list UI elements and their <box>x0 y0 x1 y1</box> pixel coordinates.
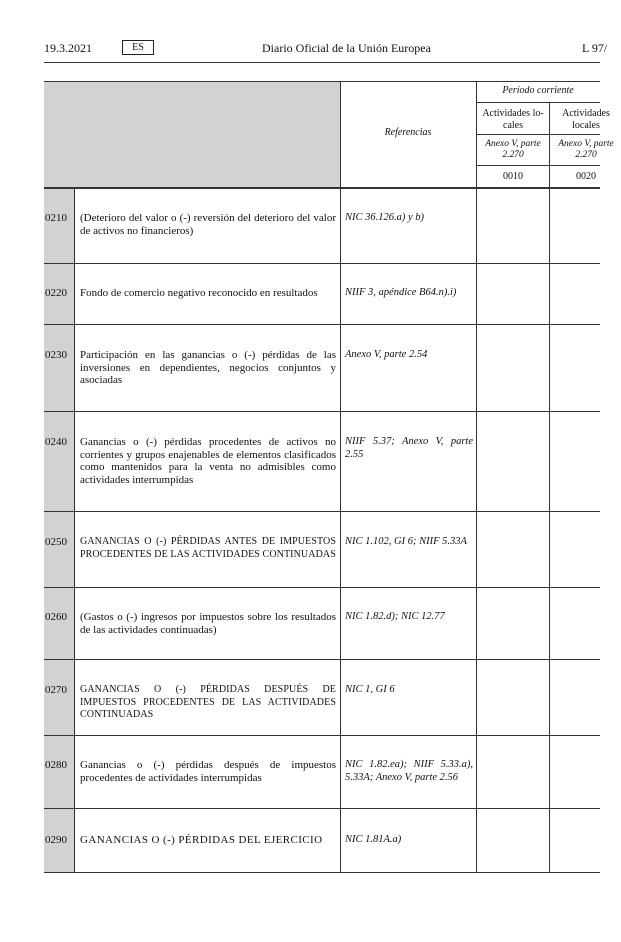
row-reference: NIC 1.82.ea); NIIF 5.33.a), 5.33A; Anexo V, parte 2.56 <box>345 759 473 783</box>
col2-code-text: 0020 <box>576 171 596 182</box>
col1-title-text: Actividades lo-cales <box>482 108 544 131</box>
period-header-text: Período corriente <box>502 85 574 96</box>
row-number: 0250 <box>45 536 67 548</box>
ref-col-divider <box>476 81 477 873</box>
row-reference: NIIF 3, apéndice B64.n).i) <box>345 287 457 298</box>
page-number: L 97/ <box>582 41 608 55</box>
row-reference: NIC 1.82.d); NIC 12.77 <box>345 611 445 622</box>
col1-code-text: 0010 <box>503 171 523 182</box>
header-bottom-rule <box>44 187 600 189</box>
row-label: (Gastos o (-) ingresos por impuestos sobre los resultados de las actividades continuadas) <box>80 611 336 636</box>
col2-title-text: Actividades locales <box>562 108 610 131</box>
row-label: (Deterioro del valor o (-) reversión del deterioro del valor de activos no financieros) <box>80 212 336 237</box>
row-number: 0270 <box>45 684 67 696</box>
col2-ref <box>551 139 621 161</box>
row-reference: NIC 36.126.a) y b) <box>345 212 425 223</box>
col-title-rule <box>476 134 600 135</box>
publication-date: 19.3.2021 <box>44 41 92 55</box>
col1-ref <box>478 139 548 161</box>
row-rule-0260 <box>44 659 600 660</box>
row-reference: NIC 1.81A.a) <box>345 834 402 845</box>
period-header <box>476 85 600 97</box>
col2-title <box>551 108 621 132</box>
journal-title: Diario Oficial de la Unión Europea <box>262 41 431 55</box>
row-label: GANANCIAS O (-) PÉRDIDAS DESPUÉS DE IMPUESTOS PROCEDENTES DE LAS ACTIVIDADES CONTINUADAS <box>80 684 336 720</box>
references-header-text: Referencias <box>384 127 432 138</box>
row-label: Ganancias o (-) pérdidas después de impuestos procedentes de actividades interrumpidas <box>80 759 336 784</box>
row-rule-0240 <box>44 511 600 512</box>
col1-col2-divider <box>549 102 550 873</box>
row-number: 0280 <box>45 759 67 771</box>
table-top-rule <box>44 81 600 82</box>
row-number: 0240 <box>45 436 67 448</box>
row-label: Ganancias o (-) pérdidas procedentes de activos no corrientes y grupos enajenables de elementos clasificados como mantenidos para la venta no admisibles como actividades interrumpidas <box>80 436 336 486</box>
row-label: GANANCIAS O (-) PÉRDIDAS DEL EJERCICIO <box>80 834 323 846</box>
row-reference: Anexo V, parte 2.54 <box>345 349 428 360</box>
row-reference: NIC 1, GI 6 <box>345 684 395 695</box>
row-reference: NIC 1.102, GI 6; NIIF 5.33A <box>345 536 467 547</box>
row-number: 0220 <box>45 287 67 299</box>
row-label: Fondo de comercio negativo reconocido en resultados <box>80 287 318 299</box>
references-header <box>340 127 476 139</box>
table-bottom-rule <box>44 872 600 873</box>
row-number: 0230 <box>45 349 67 361</box>
row-number: 0290 <box>45 834 67 846</box>
col1-code <box>478 171 548 183</box>
header-rule <box>44 62 600 63</box>
financial-table <box>44 81 614 873</box>
period-header-rule <box>476 102 600 103</box>
row-reference: NIIF 5.37; Anexo V, parte 2.55 <box>345 436 473 460</box>
row-rule-0220 <box>44 324 600 325</box>
page-header <box>0 0 608 63</box>
row-label: Participación en las ganancias o (-) pérdidas de las inversiones en dependientes, negocios conjuntos y asociadas <box>80 349 336 386</box>
row-rule-0210 <box>44 263 600 264</box>
row-rule-0280 <box>44 808 600 809</box>
col1-ref-text: Anexo V, parte 2.270 <box>485 139 541 160</box>
row-rule-0250 <box>44 587 600 588</box>
header-gray-left <box>44 81 340 187</box>
label-col-divider <box>340 81 341 873</box>
row-number: 0210 <box>45 212 67 224</box>
row-label: GANANCIAS O (-) PÉRDIDAS ANTES DE IMPUESTOS PROCEDENTES DE LAS ACTIVIDADES CONTINUADAS <box>80 536 336 560</box>
language-badge: ES <box>122 40 154 55</box>
row-rule-0230 <box>44 411 600 412</box>
col2-code <box>551 171 621 183</box>
col-ref-rule <box>476 165 600 166</box>
row-number: 0260 <box>45 611 67 623</box>
col1-title <box>478 108 548 132</box>
col2-ref-text: Anexo V, parte 2.270 <box>558 139 614 160</box>
row-rule-0270 <box>44 735 600 736</box>
